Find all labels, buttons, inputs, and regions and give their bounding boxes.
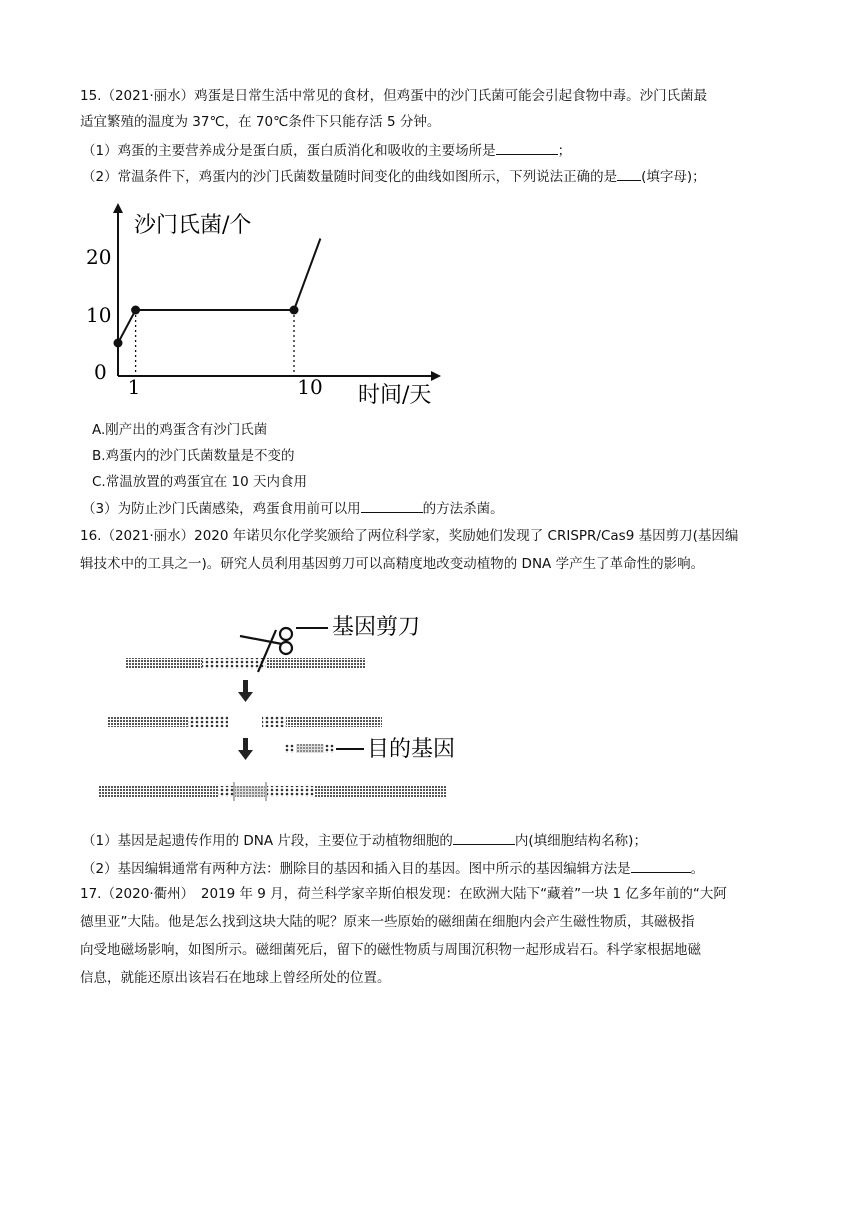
q16-sub-question-1 [82,830,647,851]
q15-sub-question-3 [82,498,504,519]
q15-sub2-answer-blank[interactable] [617,166,641,181]
q15-sub3-text: （3）为防止沙门氏菌感染，鸡蛋食用前可以用 [82,501,361,517]
target-gene-label: 目的基因 [367,737,456,762]
q15-stem-line-2: 适宜繁殖的温度为 37℃，在 70℃条件下只能存活 5 分钟。 [80,114,441,130]
q16-sub2-tail: 。 [690,861,705,877]
q15-sub3-answer-blank[interactable] [361,498,423,513]
gene-scissors-label: 基因剪刀 [332,615,421,640]
salmonella-count-line [118,239,320,344]
q16-stem-line-2: 辑技术中的工具之一)。研究人员利用基因剪刀可以高精度地改变动植物的 DNA 学产生了革命性的影响。 [80,556,705,572]
q15-sub-question-1 [82,140,571,161]
data-point-2 [290,306,299,315]
q15-sub1-text: （1）鸡蛋的主要营养成分是蛋白质，蛋白质消化和吸收的主要场所是 [82,143,496,159]
q17-stem-line-3: 向受地磁场影响，如图所示。磁细菌死后，留下的磁性物质与周围沉积物一起形成岩石。科学家根据地磁 [80,942,701,958]
y-axis-label: 沙门氏菌/个 [134,213,252,238]
salmonella-growth-chart [82,196,462,412]
q16-stem-line-1: 16.（2021·丽水）2020 年诺贝尔化学奖颁给了两位科学家，奖励她们发现了 CRISPR/Cas9 基因剪刀(基因编 [80,528,739,544]
q17-stem-line-1: 17.（2020·衢州） 2019 年 9 月，荷兰科学家辛斯伯根发现：在欧洲大陆下“藏着”一块 1 亿多年前的“大阿 [80,886,727,902]
data-point-1 [131,306,140,315]
q15-option-c[interactable]: C.常温放置的鸡蛋宜在 10 天内食用 [92,474,307,490]
gene-editing-diagram [90,600,490,810]
x-tick-label-10: 10 [297,375,323,399]
q16-sub2-text: （2）基因编辑通常有两种方法：删除目的基因和插入目的基因。图中所示的基因编辑方法是 [82,861,631,877]
dna-strand-edited [98,782,447,801]
q15-sub-question-2 [82,166,706,187]
down-arrow-icon [238,738,253,760]
q15-option-b[interactable]: B.鸡蛋内的沙门氏菌数量是不变的 [92,448,295,464]
x-tick-label-1: 1 [127,375,141,399]
q15-sub2-tail: (填字母)； [641,169,706,185]
q15-sub3-tail: 的方法杀菌。 [422,501,504,517]
q15-option-a[interactable]: A.刚产出的鸡蛋含有沙门氏菌 [92,422,268,438]
q16-sub1-text: （1）基因是起遗传作用的 DNA 片段，主要位于动植物细胞的 [82,833,453,849]
q17-stem-line-2: 德里亚”大陆。他是怎么找到这块大陆的呢？原来一些原始的磁细菌在细胞内会产生磁性物质，其磁极指 [80,914,695,930]
y-tick-label-20: 20 [86,245,112,269]
q16-sub-question-2 [82,858,704,879]
data-point-0 [114,339,123,348]
dna-strand-cut [108,716,382,727]
y-tick-label-0: 0 [94,360,107,384]
q15-sub1-answer-blank[interactable] [496,140,558,155]
q16-sub1-answer-blank[interactable] [453,830,515,845]
down-arrow-icon [238,680,253,702]
target-gene-fragment [284,744,334,753]
q15-sub1-tail: ； [557,143,572,159]
x-axis-label: 时间/天 [358,383,432,408]
q15-stem-line-1: 15.（2021·丽水）鸡蛋是日常生活中常见的食材，但鸡蛋中的沙门氏菌可能会引起食物中毒。沙门氏菌最 [80,88,708,104]
q16-sub1-tail: 内(填细胞结构名称)； [514,833,647,849]
q16-sub2-answer-blank[interactable] [631,858,691,873]
y-tick-label-10: 10 [86,303,112,327]
q17-stem-line-4: 信息，就能还原出该岩石在地球上曾经所处的位置。 [80,970,391,986]
q15-sub2-text: （2）常温条件下，鸡蛋内的沙门氏菌数量随时间变化的曲线如图所示，下列说法正确的是 [82,169,618,185]
dna-strand-original [126,658,366,669]
